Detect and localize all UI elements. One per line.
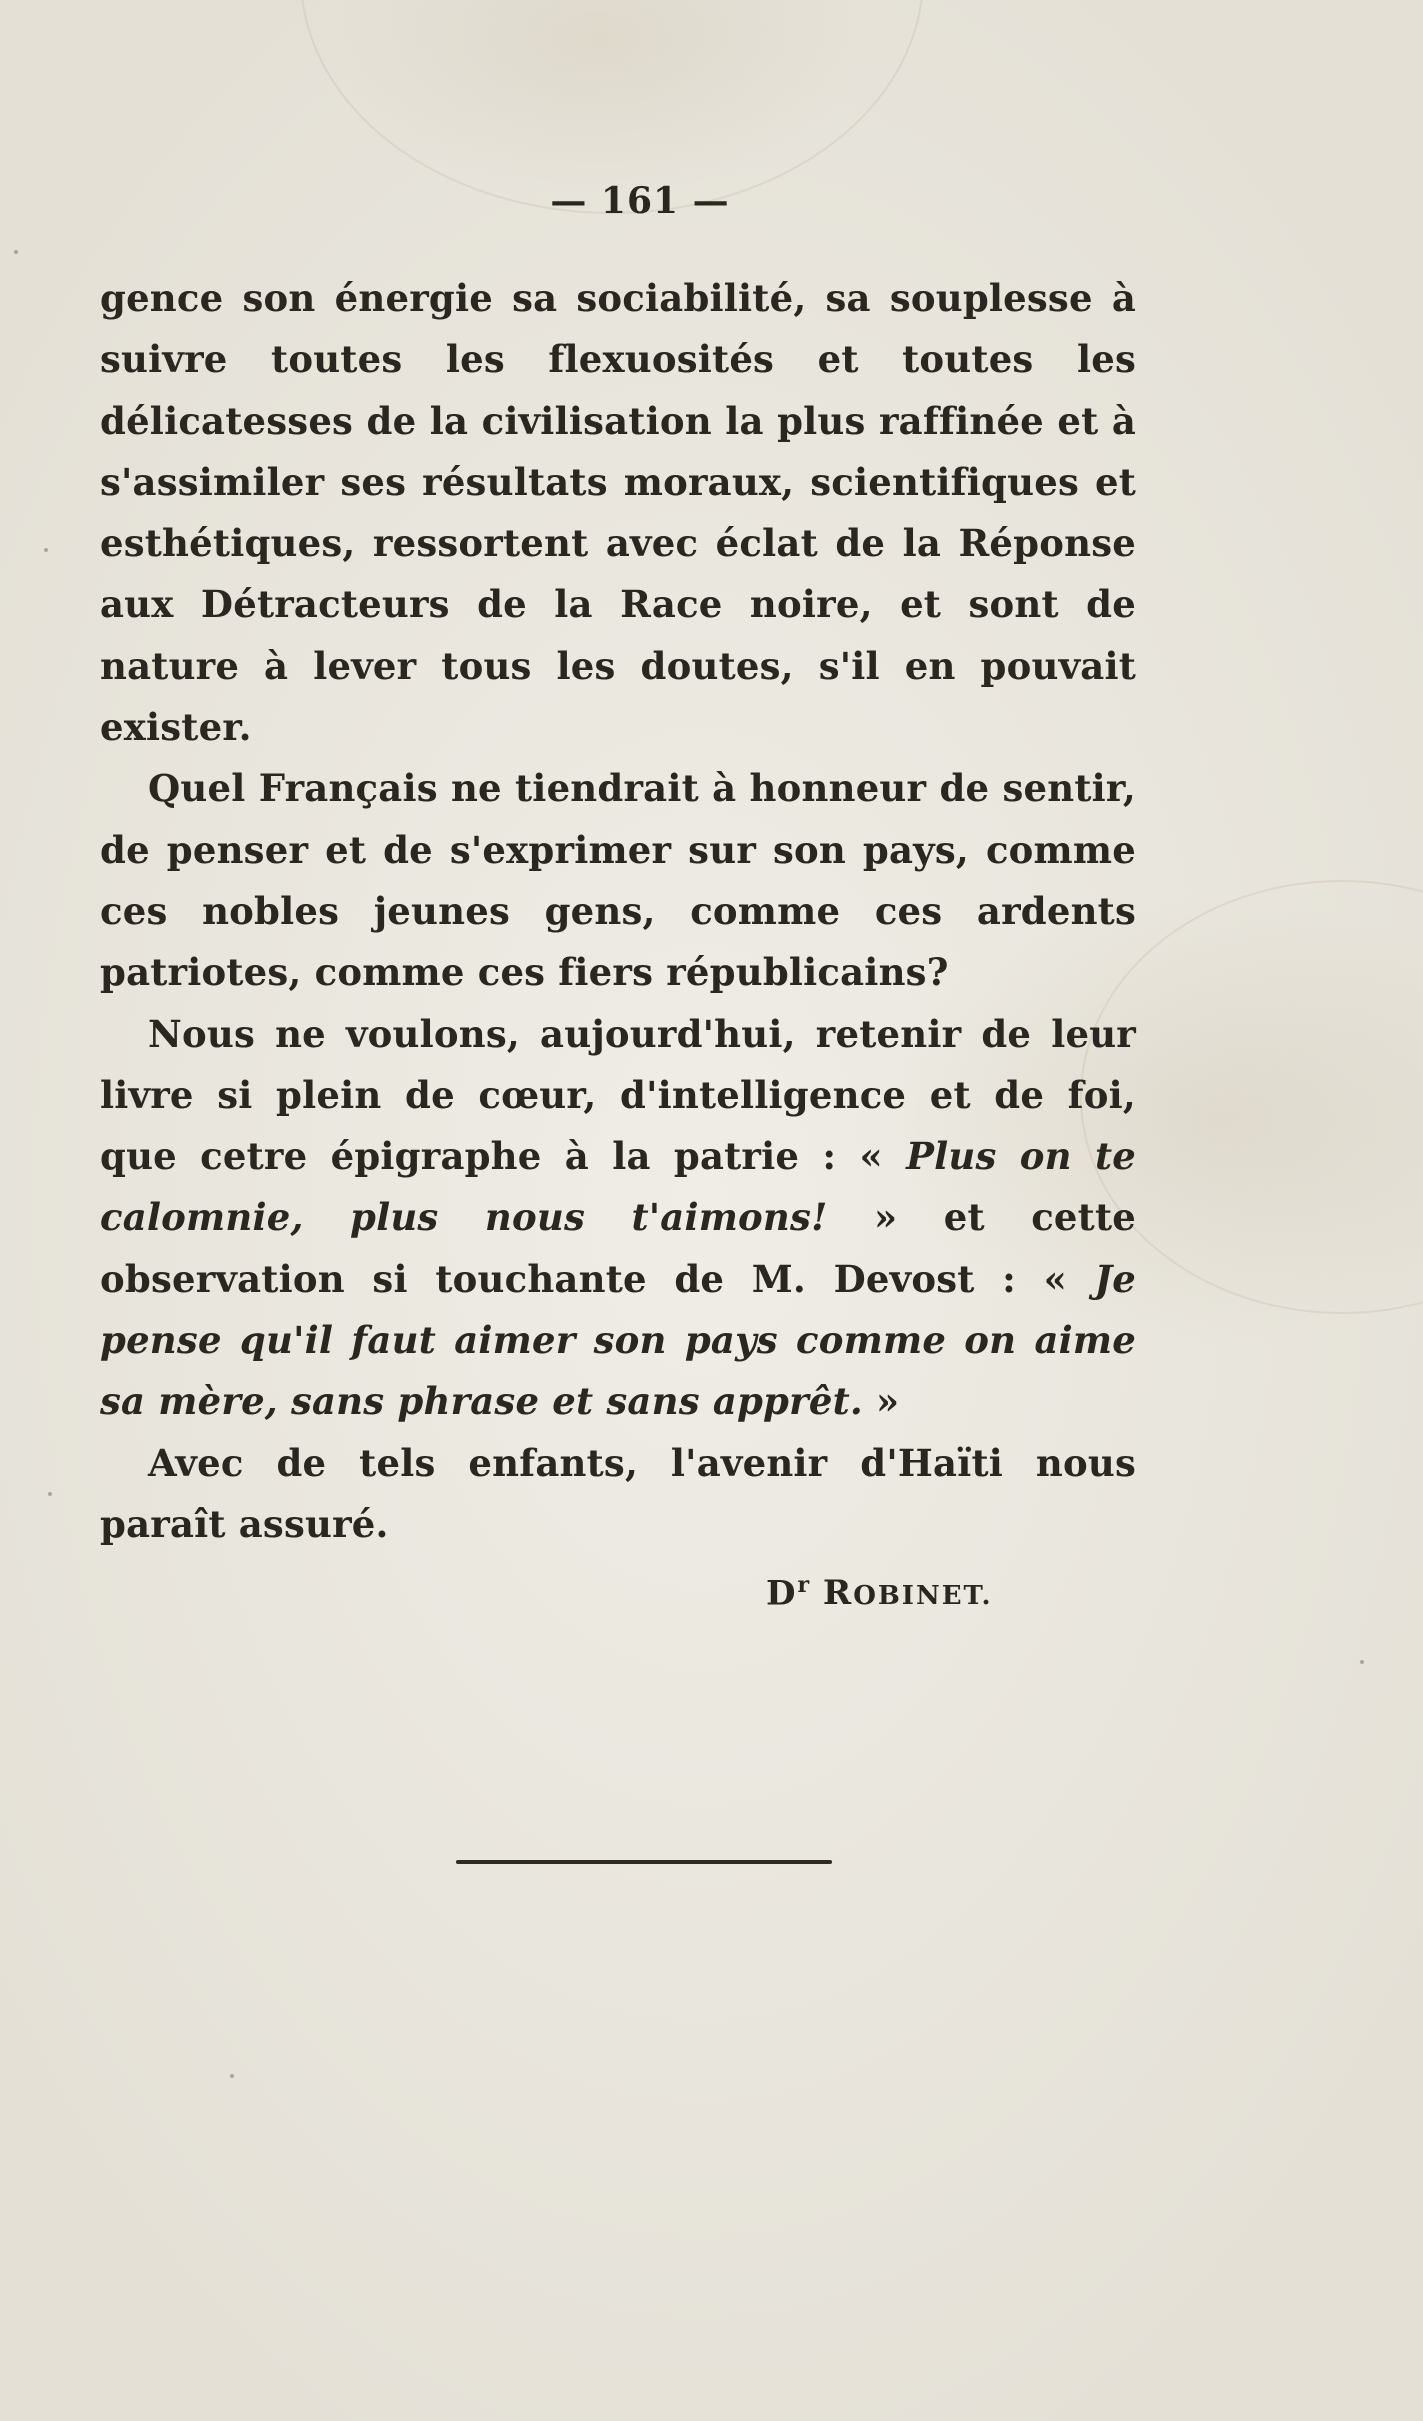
signature-title-sup: r <box>797 1572 810 1598</box>
text-run: » <box>862 1379 900 1424</box>
end-rule <box>456 1860 832 1864</box>
signature-name <box>823 1573 993 1613</box>
text-run: Avec de tels enfants, l'avenir d'Haïti nous paraît assuré. <box>100 1440 1136 1546</box>
text-run: Nous ne voulons, aujourd'hui, retenir de leur livre si plein de cœur, d'intelligence et de foi, que cetre épigraphe à la patrie : « <box>100 1011 1136 1179</box>
italic-quote: Je pense qu'il faut aimer son pays comme on aime sa mère, sans phrase et sans apprêt. <box>100 1256 1136 1424</box>
speck <box>48 1492 52 1496</box>
speck <box>230 2074 234 2078</box>
text-run: Quel Français ne tiendrait à honneur de sentir, de penser et de s'exprimer sur son pays, comme ces nobles jeunes gens, comme ces ardents patriotes, comme ces fiers républicains? <box>100 766 1136 995</box>
signature-name-initial: R <box>822 1573 854 1614</box>
text-run: gence son énergie sa sociabilité, sa souplesse à suivre toutes les flexuosités et toutes les délicatesses de la civilisation la plus raffinée et à s'assimiler ses résultats moraux, scientifiques et esthétiques, ressortent avec éclat de la Réponse aux Détracteurs de la Race noire, et sont de nature à lever tous les doutes, s'il en pouvait exister. <box>100 276 1136 750</box>
paragraph <box>100 758 1136 1003</box>
speck <box>1360 1660 1364 1664</box>
paragraph <box>100 1004 1136 1433</box>
text-run: » et cette observation si touchante de M. Devost : « <box>100 1195 1136 1301</box>
body-text <box>100 268 1136 1555</box>
italic-quote: Plus on te calomnie, plus nous t'aimons! <box>100 1134 1136 1240</box>
speck <box>14 250 18 254</box>
speck <box>44 548 48 552</box>
page-number: — 161 — <box>550 180 730 222</box>
signature-name-rest: OBINET. <box>853 1581 993 1612</box>
paragraph <box>100 268 1136 758</box>
signature <box>766 1572 993 1613</box>
paragraph <box>100 1433 1136 1556</box>
signature-title: D <box>766 1573 798 1614</box>
